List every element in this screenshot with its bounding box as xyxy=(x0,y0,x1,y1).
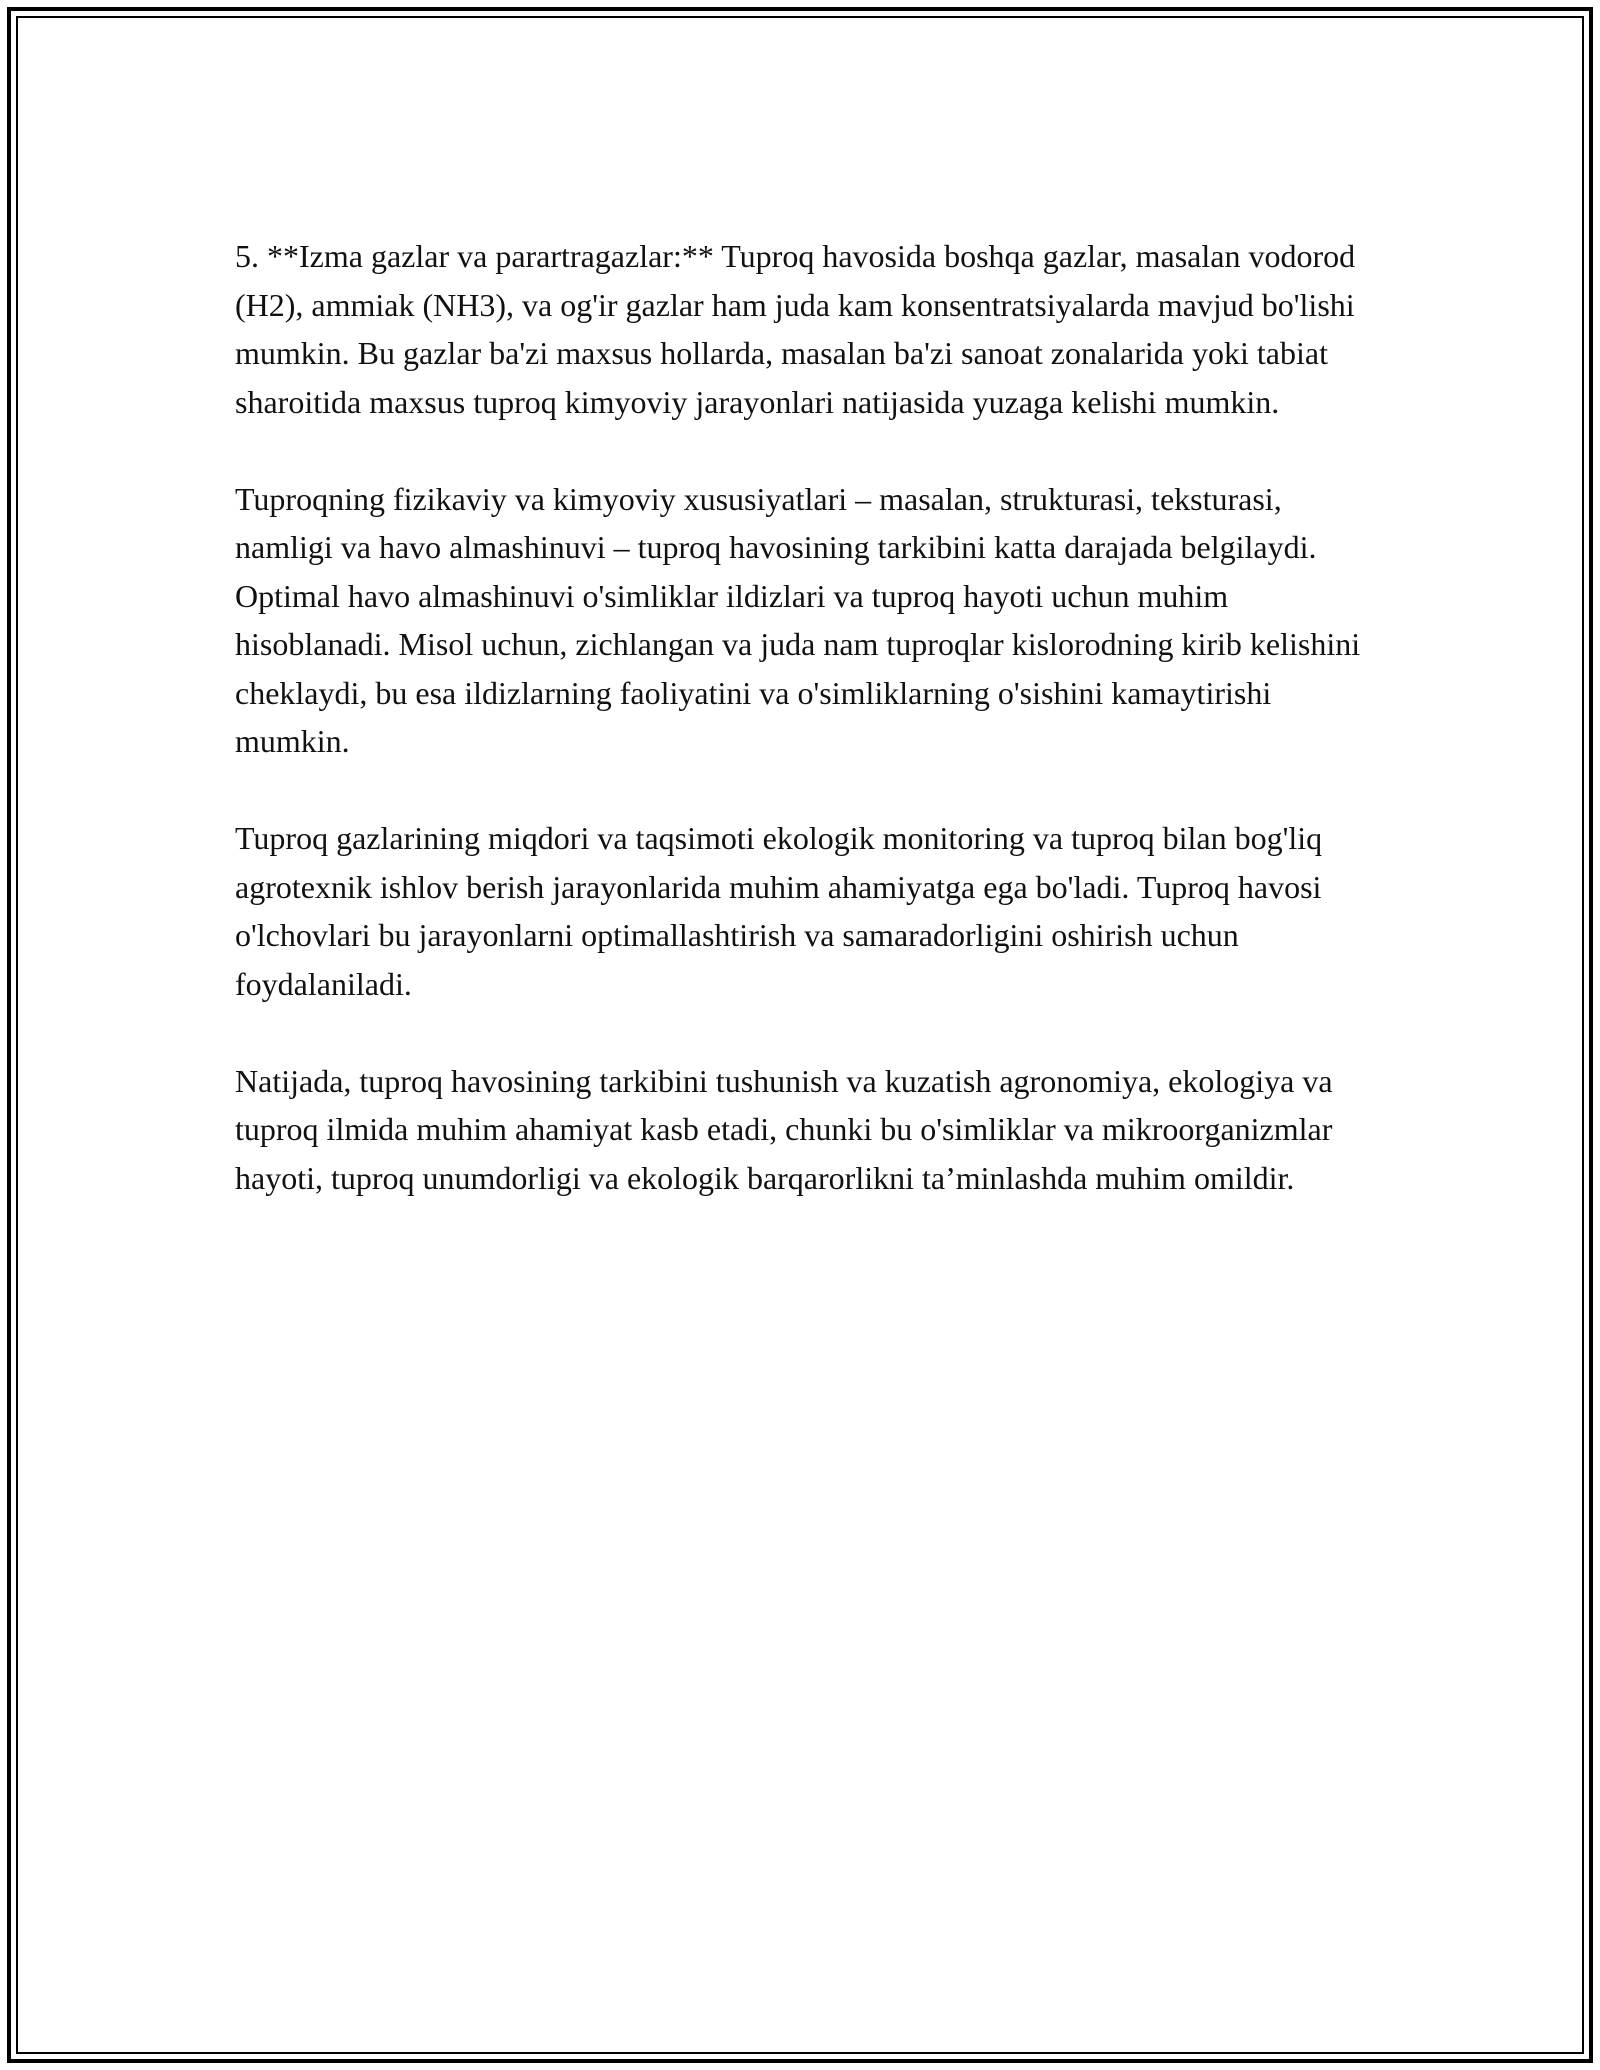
document-body xyxy=(235,232,1375,1251)
paragraph-conclusion: Natijada, tuproq havosining tarkibini tushunish va kuzatish agronomiya, ekologiya va tuproq ilmida muhim ahamiyat kasb etadi, chunki bu o'simliklar va mikroorganizmlar hayoti, tuproq unumdorligi va ekologik barqarorlikni ta’minlashda muhim omildir. xyxy=(235,1062,1333,1196)
paragraph-other-gases: 5. **Izma gazlar va parartragazlar:** Tuproq havosida boshqa gazlar, masalan vodorod (H2), ammiak (NH3), va og'ir gazlar ham juda kam konsentratsiyalarda mavjud bo'lishi mumkin. Bu gazlar ba'zi maxsus hollarda, masalan ba'zi sanoat zonalarida yoki tabiat sharoitida maxsus tuproq kimyoviy jarayonlari natijasida yuzaga kelishi mumkin. xyxy=(235,238,1356,420)
paragraph-soil-properties: Tuproqning fizikaviy va kimyoviy xususiyatlari – masalan, strukturasi, teksturasi, namligi va havo almashinuvi – tuproq havosining tarkibini katta darajada belgilaydi. Optimal havo almashinuvi o'simliklar ildizlari va tuproq hayoti uchun muhim hisoblanadi. Misol uchun, zichlangan va juda nam tuproqlar kislorodning kirib kelishini cheklaydi, bu esa ildizlarning faoliyatini va o'simliklarning o'sishini kamaytirishi mumkin. xyxy=(235,480,1361,759)
paragraph-soil-gas-monitoring: Tuproq gazlarining miqdori va taqsimoti ekologik monitoring va tuproq bilan bog'liq agrotexnik ishlov berish jarayonlarida muhim ahamiyatga ega bo'ladi. Tuproq havosi o'lchovlari bu jarayonlarni optimallashtirish va samaradorligini oshirish uchun foydalaniladi. xyxy=(235,820,1323,1002)
